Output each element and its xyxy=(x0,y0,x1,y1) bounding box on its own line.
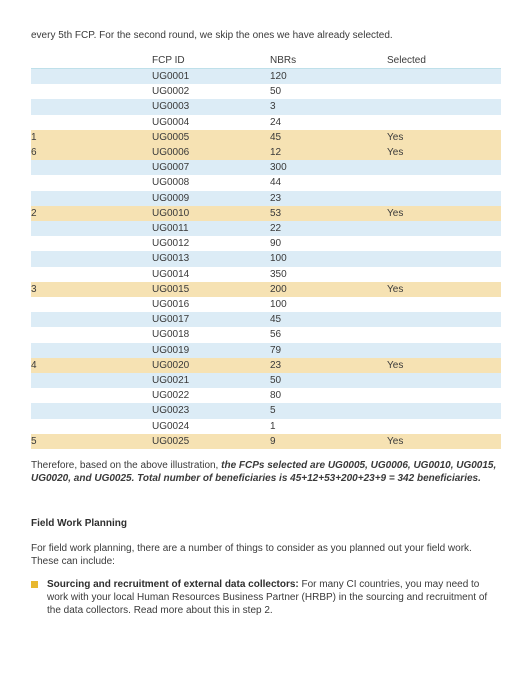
selected-cell xyxy=(387,69,501,85)
fcp-id-cell: UG0003 xyxy=(152,101,190,113)
selected-cell xyxy=(387,327,501,342)
fcp-id-cell: UG0006 xyxy=(152,147,190,159)
fcp-id-cell: UG0004 xyxy=(152,116,190,128)
nbrs-cell: 90 xyxy=(270,238,282,250)
row-index-cell xyxy=(31,343,152,358)
table-row xyxy=(31,282,501,297)
bullet-body-text: For many CI countries, you may need to work with your local Human Resources Business Partner (HRBP) in the sourcing and recruitment of the data collectors. Read more about this in step 2. xyxy=(47,579,488,616)
row-index-cell xyxy=(31,175,152,190)
column-header-nbrs: NBRs xyxy=(270,53,387,69)
fcp-id-cell: UG0018 xyxy=(152,329,190,341)
summary-emphasis-text: the FCPs selected are UG0005, UG0006, UG0010, UG0015, UG0020, and UG0025. Total number of beneficiaries is 45+12+53+200+23+9 = 342 beneficiaries. xyxy=(31,460,497,484)
table-row xyxy=(31,403,501,418)
row-index-cell xyxy=(31,69,152,85)
selected-cell xyxy=(387,115,501,130)
fcp-id-cell: UG0014 xyxy=(152,268,190,280)
selected-cell: Yes xyxy=(387,359,404,371)
bullet-bold-lead: Sourcing and recruitment of external data collectors: xyxy=(47,579,299,590)
table-row xyxy=(31,343,501,358)
fcp-id-cell: UG0002 xyxy=(152,86,190,98)
nbrs-cell: 50 xyxy=(270,375,282,387)
nbrs-cell: 120 xyxy=(270,71,287,82)
table-row xyxy=(31,327,501,342)
row-index-cell xyxy=(31,84,152,99)
table-row xyxy=(31,373,501,388)
nbrs-cell: 12 xyxy=(270,147,282,159)
nbrs-cell: 200 xyxy=(270,283,287,295)
nbrs-cell: 1 xyxy=(270,420,276,432)
table-row xyxy=(31,358,501,373)
table-row xyxy=(31,267,501,282)
fcp-id-cell: UG0015 xyxy=(152,283,190,295)
table-row xyxy=(31,312,501,327)
nbrs-cell: 350 xyxy=(270,268,287,280)
fcp-id-cell: UG0022 xyxy=(152,390,190,402)
fcp-id-cell: UG0011 xyxy=(152,223,189,235)
row-index-cell: 4 xyxy=(31,359,37,371)
nbrs-cell: 56 xyxy=(270,329,282,341)
column-header-index xyxy=(31,53,152,69)
fcp-id-cell: UG0016 xyxy=(152,299,190,311)
fcp-id-cell: UG0013 xyxy=(152,253,190,265)
selected-cell xyxy=(387,191,501,206)
nbrs-cell: 53 xyxy=(270,207,282,219)
table-row xyxy=(31,297,501,312)
nbrs-cell: 45 xyxy=(270,314,282,326)
nbrs-cell: 9 xyxy=(270,435,276,447)
nbrs-cell: 5 xyxy=(270,405,276,417)
row-index-cell xyxy=(31,191,152,206)
row-index-cell xyxy=(31,99,152,114)
selected-cell xyxy=(387,343,501,358)
table-row xyxy=(31,419,501,434)
row-index-cell xyxy=(31,267,152,282)
table-row xyxy=(31,175,501,190)
nbrs-cell: 23 xyxy=(270,359,282,371)
column-header-selected: Selected xyxy=(387,53,501,69)
row-index-cell: 6 xyxy=(31,147,37,159)
summary-paragraph xyxy=(31,459,501,485)
row-index-cell: 1 xyxy=(31,131,37,143)
fcp-id-cell: UG0010 xyxy=(152,207,190,219)
nbrs-cell: 100 xyxy=(270,299,287,311)
selected-cell: Yes xyxy=(387,283,404,295)
table-row xyxy=(31,130,501,145)
fcp-id-cell: UG0012 xyxy=(152,238,190,250)
table-row xyxy=(31,115,501,130)
summary-plain-text: Therefore, based on the above illustration, xyxy=(31,460,222,471)
fcp-id-cell: UG0007 xyxy=(152,162,190,174)
table-row xyxy=(31,251,501,266)
row-index-cell: 2 xyxy=(31,207,37,219)
table-row xyxy=(31,191,501,206)
row-index-cell: 5 xyxy=(31,435,37,447)
fcp-id-cell: UG0001 xyxy=(152,71,190,82)
selected-cell xyxy=(387,99,501,114)
selected-cell: Yes xyxy=(387,131,404,143)
nbrs-cell: 50 xyxy=(270,86,282,98)
selected-cell xyxy=(387,160,501,175)
selected-cell xyxy=(387,419,501,434)
nbrs-cell: 3 xyxy=(270,101,276,113)
bullet-list-item xyxy=(31,578,501,617)
fcp-id-cell: UG0021 xyxy=(152,375,190,387)
nbrs-cell: 80 xyxy=(270,390,282,402)
row-index-cell xyxy=(31,236,152,251)
section-heading: Field Work Planning xyxy=(31,518,127,529)
selected-cell: Yes xyxy=(387,147,404,159)
row-index-cell xyxy=(31,251,152,266)
table-row xyxy=(31,236,501,251)
table-header-row xyxy=(31,53,501,69)
row-index-cell xyxy=(31,160,152,175)
fcp-id-cell: UG0017 xyxy=(152,314,190,326)
selected-cell xyxy=(387,297,501,312)
square-bullet-icon xyxy=(31,581,38,588)
table-row xyxy=(31,206,501,221)
selected-cell: Yes xyxy=(387,207,404,219)
table-row xyxy=(31,388,501,403)
nbrs-cell: 44 xyxy=(270,177,282,189)
row-index-cell xyxy=(31,312,152,327)
nbrs-cell: 79 xyxy=(270,344,282,356)
nbrs-cell: 22 xyxy=(270,223,282,235)
table-row xyxy=(31,84,501,99)
row-index-cell xyxy=(31,327,152,342)
bullet-text xyxy=(47,578,501,617)
table-row xyxy=(31,69,501,85)
row-index-cell xyxy=(31,373,152,388)
table-row xyxy=(31,221,501,236)
fcp-selection-table xyxy=(31,53,501,449)
row-index-cell xyxy=(31,297,152,312)
section-paragraph: For field work planning, there are a number of things to consider as you planned out your field work. These can include: xyxy=(31,543,472,567)
row-index-cell xyxy=(31,419,152,434)
selected-cell xyxy=(387,251,501,266)
table-row xyxy=(31,145,501,160)
fcp-id-cell: UG0009 xyxy=(152,192,190,204)
table-row xyxy=(31,160,501,175)
row-index-cell xyxy=(31,388,152,403)
selected-cell xyxy=(387,373,501,388)
selected-cell xyxy=(387,388,501,403)
intro-text: every 5th FCP. For the second round, we skip the ones we have already selected. xyxy=(31,30,393,41)
nbrs-cell: 300 xyxy=(270,162,287,174)
row-index-cell xyxy=(31,115,152,130)
nbrs-cell: 24 xyxy=(270,116,282,128)
nbrs-cell: 45 xyxy=(270,131,282,143)
nbrs-cell: 23 xyxy=(270,192,282,204)
column-header-fcp-id: FCP ID xyxy=(152,53,270,69)
selected-cell: Yes xyxy=(387,435,404,447)
selected-cell xyxy=(387,267,501,282)
fcp-id-cell: UG0005 xyxy=(152,131,190,143)
nbrs-cell: 100 xyxy=(270,253,287,265)
selected-cell xyxy=(387,221,501,236)
selected-cell xyxy=(387,84,501,99)
row-index-cell xyxy=(31,403,152,418)
selected-cell xyxy=(387,175,501,190)
fcp-id-cell: UG0008 xyxy=(152,177,190,189)
fcp-id-cell: UG0020 xyxy=(152,359,190,371)
fcp-id-cell: UG0025 xyxy=(152,435,190,447)
row-index-cell: 3 xyxy=(31,283,37,295)
selected-cell xyxy=(387,312,501,327)
selected-cell xyxy=(387,236,501,251)
selected-cell xyxy=(387,403,501,418)
row-index-cell xyxy=(31,221,152,236)
fcp-id-cell: UG0024 xyxy=(152,420,190,432)
fcp-id-cell: UG0023 xyxy=(152,405,190,417)
table-row xyxy=(31,99,501,114)
table-row xyxy=(31,434,501,449)
fcp-id-cell: UG0019 xyxy=(152,344,190,356)
